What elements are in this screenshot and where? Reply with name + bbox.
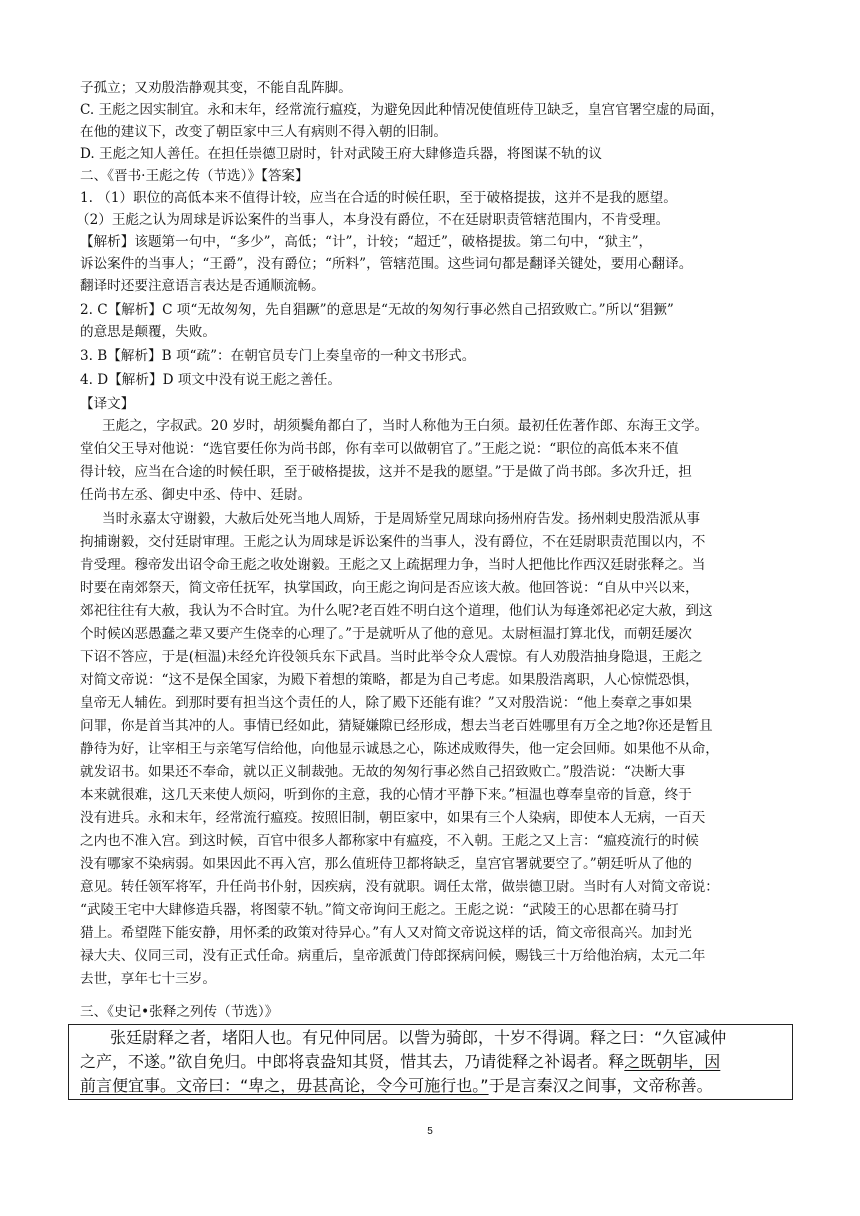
translation-line: 堂伯父王导对他说：“选官要任你为尚书郎，你有幸可以做朝官了。”王彪之说：“职位的高低本来不值: [80, 441, 679, 457]
translation-line: 拘捕谢毅，交付廷尉审理。王彪之认为周球是诉讼案件的当事人，没有爵位，不在廷尉职责范围以内，不: [80, 534, 706, 550]
translation-line: 本来就很难，这几天来使人烦闷，听到你的主意，我的心情才平静下来。”桓温也尊奉皇帝的旨意，终于: [80, 787, 692, 803]
translation-line: 静待为好，让宰相王与亲笔写信给他，向他显示诚恳之心，陈述成败得失，他一定会回师。如果他不从命，: [80, 741, 719, 757]
translation-line: 得计较，应当在合途的时候任职，至于破格提拔，这并不是我的愿望。”于是做了尚书郎。多次升迁，担: [80, 464, 692, 480]
section-heading: 三、《史记•张释之列传（节选）》: [80, 1004, 279, 1020]
passage-line: 张廷尉释之者，堵阳人也。有兄仲同居。以訾为骑郎，十岁不得调。释之曰：“久宦减仲: [110, 1028, 727, 1047]
translation-line: 就发诏书。如果还不奉命，就以正义制裁弛。无故的匆匆行事必然自己招致败亡。”殷浩说：“决断大事: [80, 764, 686, 780]
translation-line: 禄大夫、仪同三司，没有正式任命。病重后，皇帝派黄门侍郎探病问候，赐钱三十万给他治病，太元二年: [80, 948, 706, 964]
translation-line: 任尚书左丞、御史中丞、侍中、廷尉。: [80, 487, 312, 503]
answer-line: 4. D【解析】D 项文中没有说王彪之善任。: [80, 372, 341, 388]
translation-heading: 【译文】: [80, 396, 135, 412]
text-line: 子孤立；又劝殷浩静观其变，不能自乱阵脚。: [80, 80, 352, 96]
passage-text: 之产，不遂。”欲自免归。中郎将袁盎知其贤，惜其去，乃请徙释之补谒者。释: [80, 1052, 625, 1071]
translation-line: 没有哪家不染病弱。如果因此不再入宫，那么值班侍卫都将缺乏，皇宫官署就要空了。”朝廷听从了他的: [80, 856, 692, 872]
translation-line: 去世，享年七十三岁。: [80, 971, 216, 987]
translation-line: 意见。转任领军将军，升任尚书仆射，因疾病，没有就职。调任太常，做崇德卫尉。当时有人对简文帝说：: [80, 879, 719, 895]
translation-line: 下诏不答应，于是(桓温)未经允许役领兵东下武昌。当时此举令众人震惊。有人劝殷浩抽身隐退，王彪之: [80, 649, 703, 665]
analysis-line: 诉讼案件的当事人；“王爵”，没有爵位；“所料”，管辖范围。这些词句都是翻译关键处，要用心翻译。: [80, 256, 693, 272]
underlined-sentence: 之既朝毕，因: [624, 1052, 721, 1071]
answer-line: 3. B【解析】B 项“疏”：在朝官员专门上奏皇帝的一种文书形式。: [80, 348, 476, 364]
translation-line: 之内也不准入宫。到这时候，百官中很多人都称家中有瘟疫，不入朝。王彪之又上言：“瘟疫流行的时候: [80, 833, 699, 849]
translation-line: 没有进兵。永和末年，经常流行瘟疫。按照旧制，朝臣家中，如果有三个人染病，即使本人无病，一百天: [80, 810, 706, 826]
translation-line: 郊祀往往有大赦，我认为不合时宜。为什么呢?老百姓不明白这个道理，他们认为每逢郊祀必定大赦，到这: [80, 603, 713, 619]
section-heading: 二、《晋书·王彪之传（节选）》【答案】: [80, 168, 309, 184]
translation-line: 肯受理。穆帝发出诏令命王彪之收处谢毅。王彪之又上疏据理力争，当时人把他比作西汉廷尉张释之。当: [80, 557, 706, 573]
page-number: 5: [427, 1126, 433, 1137]
analysis-line: 【解析】该题第一句中，“多少”，高低；“计”，计较；“超迁”，破格提拔。第二句中，“狱主”，: [80, 234, 653, 250]
text-line: 在他的建议下，改变了朝臣家中三人有病则不得入朝的旧制。: [80, 124, 448, 140]
translation-line: 皇帝无人辅佐。到那时要有担当这个责任的人，除了殿下还能有谁？”又对殷浩说：“他上奏章之事如果: [80, 695, 693, 711]
passage-text: 于是言秦汉之间事，文帝称善。: [488, 1076, 713, 1095]
translation-line: 王彪之，字叔武。20 岁时，胡须鬓角都白了，当时人称他为王白须。最初任佐著作郎、东海王文学。: [102, 418, 709, 434]
underlined-sentence: 前言便宜事。文帝曰：“卑之，毋甚高论，令今可施行也。”: [80, 1076, 489, 1095]
translation-line: 对简文帝说：“这不是保全国家，为殿下着想的策略，都是为自己考虑。如果殷浩离职，人心惊慌恐惧，: [80, 672, 699, 688]
translation-line: “武陵王宅中大肆修造兵器，将图蒙不轨。”简文帝询问王彪之。王彪之说：“武陵王的心思都在骑马打: [80, 902, 679, 918]
answer-line: （2）王彪之认为周球是诉讼案件的当事人，本身没有爵位，不在廷尉职责管辖范围内，不肯受理。: [76, 212, 670, 228]
option-d-line: D. 王彪之知人善任。在担任崇德卫尉时，针对武陵王府大肆修造兵器，将图谋不轨的议: [80, 146, 603, 162]
analysis-line: 的意思是颠覆，失败。: [80, 324, 216, 340]
translation-line: 个时候凶恶愚蠢之辈又要产生侥幸的心理了。”于是就听从了他的意见。太尉桓温打算北伐，而朝廷屡次: [80, 626, 692, 642]
translation-line: 当时永嘉太守谢毅，大赦后处死当地人周矫，于是周矫堂兄周球向扬州府告发。扬州刺史殷浩派从事: [102, 511, 701, 527]
passage-line: [80, 1074, 788, 1098]
translation-line: 问罪，你是首当其冲的人。事情已经如此，猜疑嫌隙已经形成，想去当老百姓哪里有万全之地?你还是暂且: [80, 718, 713, 734]
answer-line: 1. （1）职位的高低本来不值得计较，应当在合适的时候任职，至于破格提拔，这并不是我的愿望。: [80, 190, 677, 206]
analysis-line: 翻译时还要注意语言表达是否通顺流畅。: [80, 278, 325, 294]
answer-line: 2. C【解析】C 项“无故匆匆，先自猖蹶”的意思是“无故的匆匆行事必然自己招致败亡。”所以“猖獗”: [80, 302, 674, 318]
passage-line: [80, 1050, 788, 1074]
translation-line: 时要在南郊祭天，简文帝任抚军，执掌国政，向王彪之询问是否应该大赦。他回答说：“自从中兴以来，: [80, 580, 699, 596]
translation-line: 猎上。希望陛下能安静，用怀柔的政策对待异心。”有人又对简文帝说这样的话，简文帝很高兴。加封光: [80, 925, 692, 941]
option-c-line: C. 王彪之因实制宜。永和末年，经常流行瘟疫，为避免因此种情况使值班侍卫缺乏，皇宫官署空虚的局面，: [80, 102, 724, 118]
